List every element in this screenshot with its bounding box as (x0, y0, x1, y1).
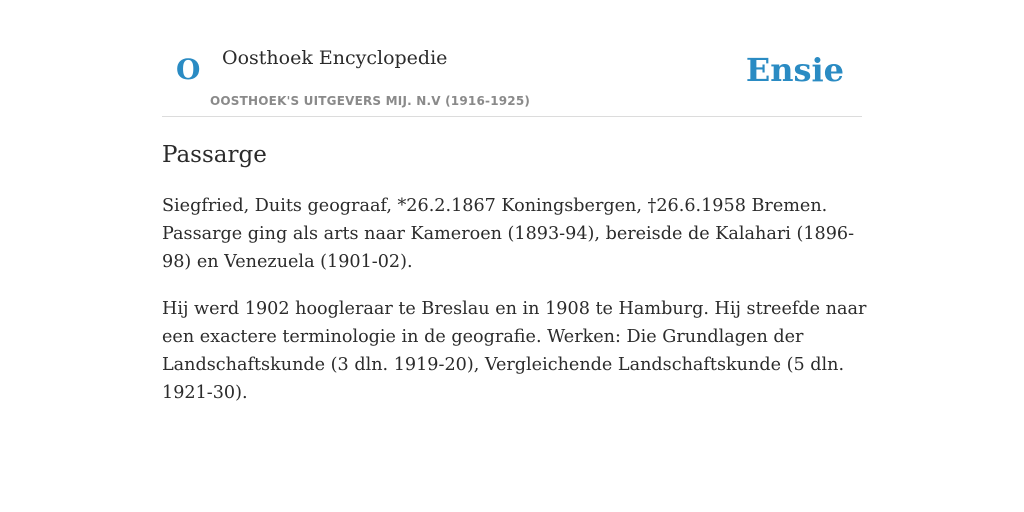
encyclopedia-title-link[interactable]: Oosthoek Encyclopedie (222, 47, 448, 69)
article-paragraph: Siegfried, Duits geograaf, *26.2.1867 Koningsbergen, †26.6.1958 Bremen. Passarge ging als arts naar Kameroen (1893-94), bereisde de Kalahari (1896-98) en Venezuela (1901-02). (162, 196, 855, 272)
content-container (162, 0, 867, 403)
encyclopedia-header (162, 0, 862, 117)
publisher-label: OOSTHOEK'S UITGEVERS MIJ. N.V (1916-1925) (210, 94, 531, 108)
encyclopedia-logo[interactable]: O (176, 53, 201, 86)
ensie-logo-link[interactable]: Ensie (745, 51, 844, 89)
article-title: Passarge (162, 142, 267, 168)
article-paragraph: Hij werd 1902 hoogleraar te Breslau en in 1908 te Hamburg. Hij streefde naar een exactere terminologie in de geografie. Werken: Die Grundlagen der Landschaftskunde (3 dln. 1919-20), Vergleichende Landschaftskunde (5 dln. 1921-30). (162, 299, 867, 403)
